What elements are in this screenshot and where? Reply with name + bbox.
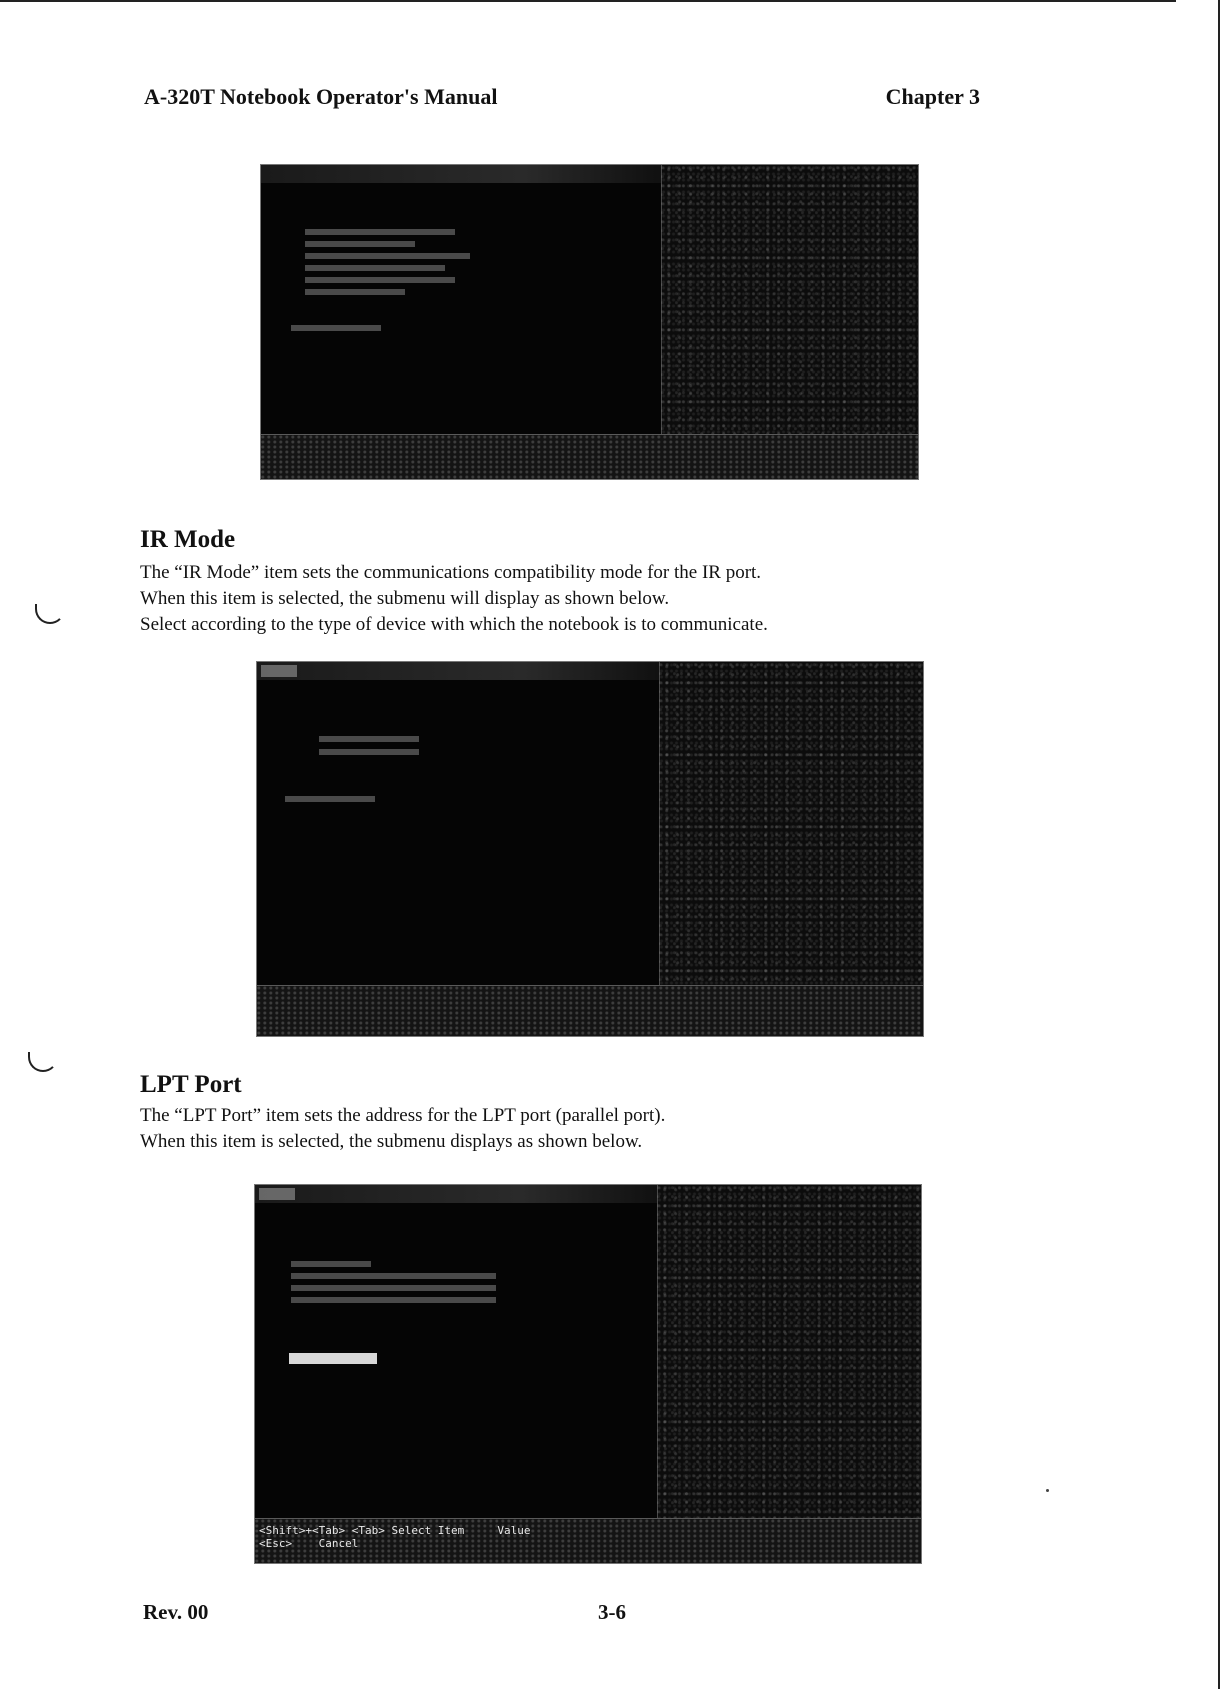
screen-menu-block — [259, 1188, 295, 1200]
top-rule — [0, 0, 1176, 2]
screen-option-line — [305, 277, 455, 283]
screen-selected-button — [289, 1353, 377, 1364]
screen-option-line — [305, 289, 405, 295]
screen-divider — [659, 662, 660, 1036]
screen-button-line — [285, 796, 375, 802]
screen-option-line — [305, 229, 455, 235]
bios-screenshot-lpt-port — [254, 1184, 922, 1564]
section-heading-lpt-port: LPT Port — [140, 1071, 242, 1098]
screen-option-line — [291, 1297, 496, 1303]
screen-menu-block — [261, 665, 297, 677]
screen-option-line — [305, 241, 415, 247]
screen-divider — [661, 165, 662, 479]
screen-option-line — [291, 1285, 496, 1291]
bios-screenshot-1 — [260, 164, 919, 480]
ir-mode-paragraph: When this item is selected, the submenu will display as shown below. — [140, 588, 670, 609]
section-heading-ir-mode: IR Mode — [140, 526, 236, 553]
page-number: 3-6 — [598, 1600, 626, 1624]
screen-help-panel — [657, 1185, 921, 1563]
screen-option-line — [291, 1273, 496, 1279]
screen-status-line: <Esc> Cancel — [259, 1537, 359, 1550]
margin-mark — [28, 1052, 58, 1072]
screen-option-line — [305, 265, 445, 271]
screen-help-panel — [659, 662, 923, 1036]
revision-label: Rev. 00 — [143, 1600, 209, 1624]
screen-option-line — [319, 749, 419, 755]
margin-mark — [35, 604, 65, 624]
lpt-port-paragraph: The “LPT Port” item sets the address for the LPT port (parallel port). — [140, 1105, 666, 1126]
ir-mode-paragraph: Select according to the type of device with which the notebook is to communicate. — [140, 614, 768, 635]
manual-title: A-320T Notebook Operator's Manual — [144, 84, 498, 109]
right-rule — [1218, 0, 1220, 1689]
screen-option-line — [319, 736, 419, 742]
screen-status-bar — [257, 985, 923, 1036]
screen-status-bar — [255, 1518, 921, 1563]
screen-option-line — [291, 1261, 371, 1267]
screen-help-panel — [661, 165, 918, 479]
screen-button-line — [291, 325, 381, 331]
lpt-port-paragraph: When this item is selected, the submenu displays as shown below. — [140, 1131, 643, 1152]
screen-divider — [657, 1185, 658, 1563]
screen-status-bar — [261, 434, 918, 479]
screen-option-line — [305, 253, 470, 259]
ir-mode-paragraph: The “IR Mode” item sets the communications compatibility mode for the IR port. — [140, 562, 762, 583]
stray-dot — [1046, 1489, 1049, 1492]
bios-screenshot-ir-mode — [256, 661, 924, 1037]
chapter-label: Chapter 3 — [885, 84, 980, 109]
screen-status-line: <Shift>+<Tab> <Tab> Select Item Value — [259, 1524, 531, 1537]
